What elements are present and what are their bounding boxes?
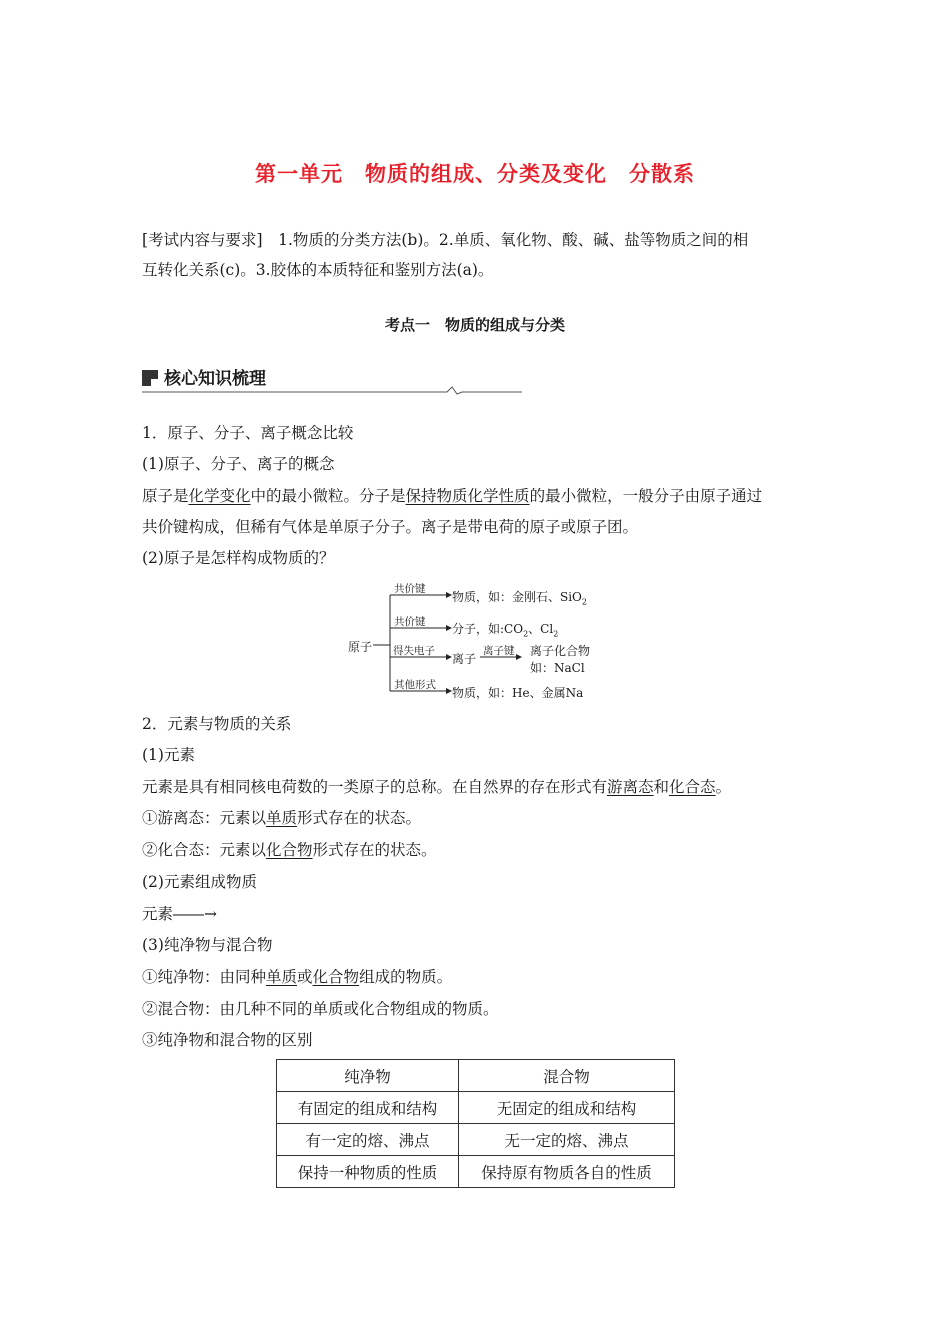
- s2-heading: 2．元素与物质的关系: [142, 715, 292, 733]
- table-cell: 保持一种物质的性质: [277, 1156, 459, 1188]
- header-divider: [142, 384, 522, 396]
- diagram-b2-text: 分子，如$:CO_2$、$Cl_2$: [452, 622, 559, 639]
- s2-arrow-line: 元素――→: [142, 905, 217, 923]
- s1-para1-line1: 原子是化学变化中的最小微粒。分子是保持物质化学性质的最小微粒，一般分子由原子通过: [142, 487, 763, 505]
- diagram-b3-text1: 离子化合物: [530, 644, 591, 658]
- comparison-table: [276, 1059, 675, 1188]
- s2-item2: ②化合态：元素以化合物形式存在的状态。: [142, 841, 437, 859]
- requirements-line-2: 互转化关系(c)。3.胶体的本质特征和鉴别方法(a)。: [142, 261, 494, 279]
- diagram-b3-text2: 如：NaCl: [530, 661, 585, 675]
- s2-item4: ②混合物：由几种不同的单质或化合物组成的物质。: [142, 1000, 499, 1018]
- diagram-b3-arrow-label: 离子键: [483, 645, 515, 657]
- s1-para1-line2: 共价键构成，但稀有气体是单原子分子。离子是带电荷的原子或原子团。: [142, 518, 639, 536]
- s1-heading: 1．原子、分子、离子概念比较: [142, 424, 354, 442]
- table-cell: 无固定的组成和结构: [459, 1092, 675, 1124]
- table-row: [277, 1092, 675, 1124]
- table-header-cell: 纯净物: [277, 1060, 459, 1092]
- diagram-b1-label: 共价键: [394, 583, 426, 595]
- s2-sub1: (1)元素: [142, 746, 195, 764]
- diagram-b4-label: 其他形式: [394, 679, 436, 691]
- s1-sub2: (2)原子是怎样构成物质的？: [142, 549, 335, 567]
- s2-item5: ③纯净物和混合物的区别: [142, 1031, 313, 1049]
- table-cell: 有固定的组成和结构: [277, 1092, 459, 1124]
- table-row: [277, 1124, 675, 1156]
- table-cell: 保持原有物质各自的性质: [459, 1156, 675, 1188]
- s2-para1: 元素是具有相同核电荷数的一类原子的总称。在自然界的存在形式有游离态和化合态。: [142, 778, 732, 796]
- requirements-line-1: [考试内容与要求] 1.物质的分类方法(b)。2.单质、氧化物、酸、碱、盐等物质之间的相: [142, 231, 749, 249]
- table-row: [277, 1156, 675, 1188]
- table-header-cell: 混合物: [459, 1060, 675, 1092]
- diagram-b2-label: 共价键: [394, 616, 426, 628]
- s2-item3: ①纯净物：由同种单质或化合物组成的物质。: [142, 968, 453, 986]
- diagram-root: 原子: [348, 640, 373, 654]
- diagram-b3-label: 得失电子: [393, 645, 435, 657]
- s2-sub2: (2)元素组成物质: [142, 873, 257, 891]
- s2-sub3: (3)纯净物与混合物: [142, 936, 273, 954]
- diagram-b3-mid: 离子: [452, 652, 477, 666]
- page-title: 第一单元 物质的组成、分类及变化 分散系: [255, 162, 695, 186]
- table-cell: 无一定的熔、沸点: [459, 1124, 675, 1156]
- s2-item1: ①游离态：元素以单质形式存在的状态。: [142, 809, 422, 827]
- table-header-row: [277, 1060, 675, 1092]
- knowledge-header-label: 核心知识梳理: [164, 369, 266, 389]
- s1-sub1: (1)原子、分子、离子的概念: [142, 455, 335, 473]
- diagram-b1-text: 物质，如：金刚石、SiO$_2$: [452, 590, 587, 607]
- table-cell: 有一定的熔、沸点: [277, 1124, 459, 1156]
- section-title: 考点一 物质的组成与分类: [384, 316, 565, 334]
- diagram-b4-text: 物质，如：He、金属Na: [452, 686, 584, 700]
